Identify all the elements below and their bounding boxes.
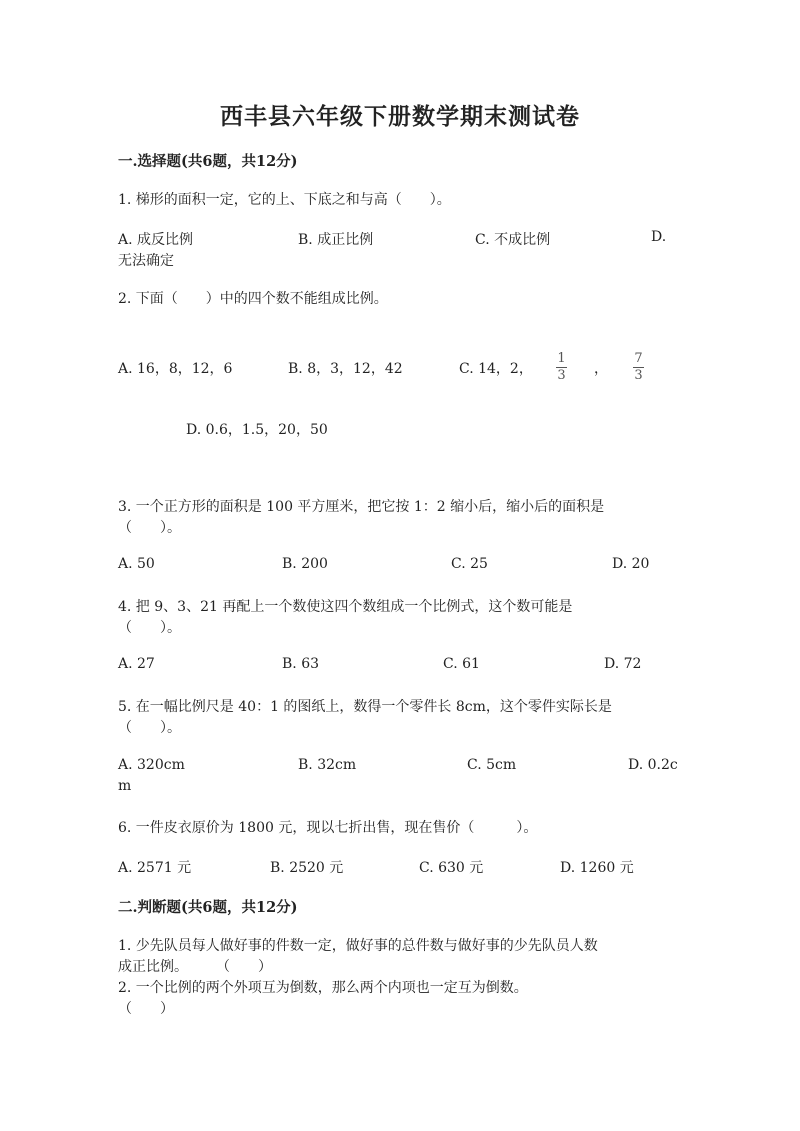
fraction-numerator: 1: [557, 351, 566, 366]
question-4-line-1: 4. 把 9、3、21 再配上一个数使这四个数组成一个比例式，这个数可能是: [118, 599, 573, 615]
question-3-option-b: B. 200: [282, 556, 328, 572]
question-5-option-d-continued: m: [118, 778, 132, 794]
question-6-option-a: A. 2571 元: [118, 860, 192, 876]
question-3-line-1: 3. 一个正方形的面积是 100 平方厘米，把它按 1：2 缩小后，缩小后的面积是: [118, 499, 605, 515]
question-1-option-a: A. 成反比例: [118, 232, 194, 248]
fraction-seven-thirds: [633, 352, 644, 383]
question-4-option-b: B. 63: [282, 656, 320, 672]
question-2-option-d: D. 0.6，1.5，20，50: [186, 422, 328, 438]
fraction-denominator: 3: [634, 368, 643, 383]
judgement-2-line-2: （ ）: [118, 1001, 174, 1017]
fraction-denominator: 3: [557, 368, 566, 383]
fraction-numerator: 7: [634, 351, 643, 366]
question-4-option-c: C. 61: [443, 656, 480, 672]
question-2-option-a: A. 16，8，12，6: [118, 361, 233, 377]
question-5-line-1: 5. 在一幅比例尺是 40：1 的图纸上，数得一个零件长 8cm，这个零件实际长是: [118, 699, 612, 715]
question-1-text: 1. 梯形的面积一定，它的上、下底之和与高（ ）。: [118, 192, 451, 208]
fraction-one-third: [556, 352, 567, 383]
question-2-option-c: C. 14，2，: [459, 361, 533, 377]
question-5-option-a: A. 320cm: [118, 757, 185, 773]
judgement-1-line-2: 成正比例。 （ ）: [118, 959, 272, 975]
question-3-option-c: C. 25: [451, 556, 488, 572]
question-1-option-b: B. 成正比例: [298, 232, 374, 248]
question-5-line-2: （ ）。: [118, 720, 181, 736]
fraction-separator: ，: [594, 361, 608, 377]
section-heading-judgement: 二.判断题(共6题，共12分): [118, 899, 298, 916]
judgement-1-line-1: 1. 少先队员每人做好事的件数一定，做好事的总件数与做好事的少先队员人数: [118, 938, 598, 954]
question-4-option-d: D. 72: [604, 656, 642, 672]
question-4-line-2: （ ）。: [118, 620, 181, 636]
question-6-option-b: B. 2520 元: [270, 860, 344, 876]
question-5-option-b: B. 32cm: [298, 757, 357, 773]
judgement-2-line-1: 2. 一个比例的两个外项互为倒数，那么两个内项也一定互为倒数。: [118, 980, 528, 996]
question-6-text: 6. 一件皮衣原价为 1800 元，现以七折出售，现在售价（ ）。: [118, 820, 538, 836]
question-1-option-d-continued: 无法确定: [118, 253, 174, 269]
question-6-option-c: C. 630 元: [419, 860, 484, 876]
question-1-option-d: D.: [651, 229, 667, 245]
question-2-text: 2. 下面（ ）中的四个数不能组成比例。: [118, 291, 388, 307]
question-6-option-d: D. 1260 元: [560, 860, 634, 876]
question-3-line-2: （ ）。: [118, 520, 181, 536]
question-4-option-a: A. 27: [118, 656, 155, 672]
question-5-option-c: C. 5cm: [467, 757, 517, 773]
question-2-option-b: B. 8，3，12，42: [288, 361, 403, 377]
question-5-option-d: D. 0.2c: [628, 757, 678, 773]
question-1-option-c: C. 不成比例: [475, 232, 551, 248]
question-3-option-d: D. 20: [612, 556, 650, 572]
page-title: 西丰县六年级下册数学期末测试卷: [220, 103, 580, 130]
question-3-option-a: A. 50: [118, 556, 155, 572]
section-heading-choice: 一.选择题(共6题，共12分): [118, 153, 298, 170]
